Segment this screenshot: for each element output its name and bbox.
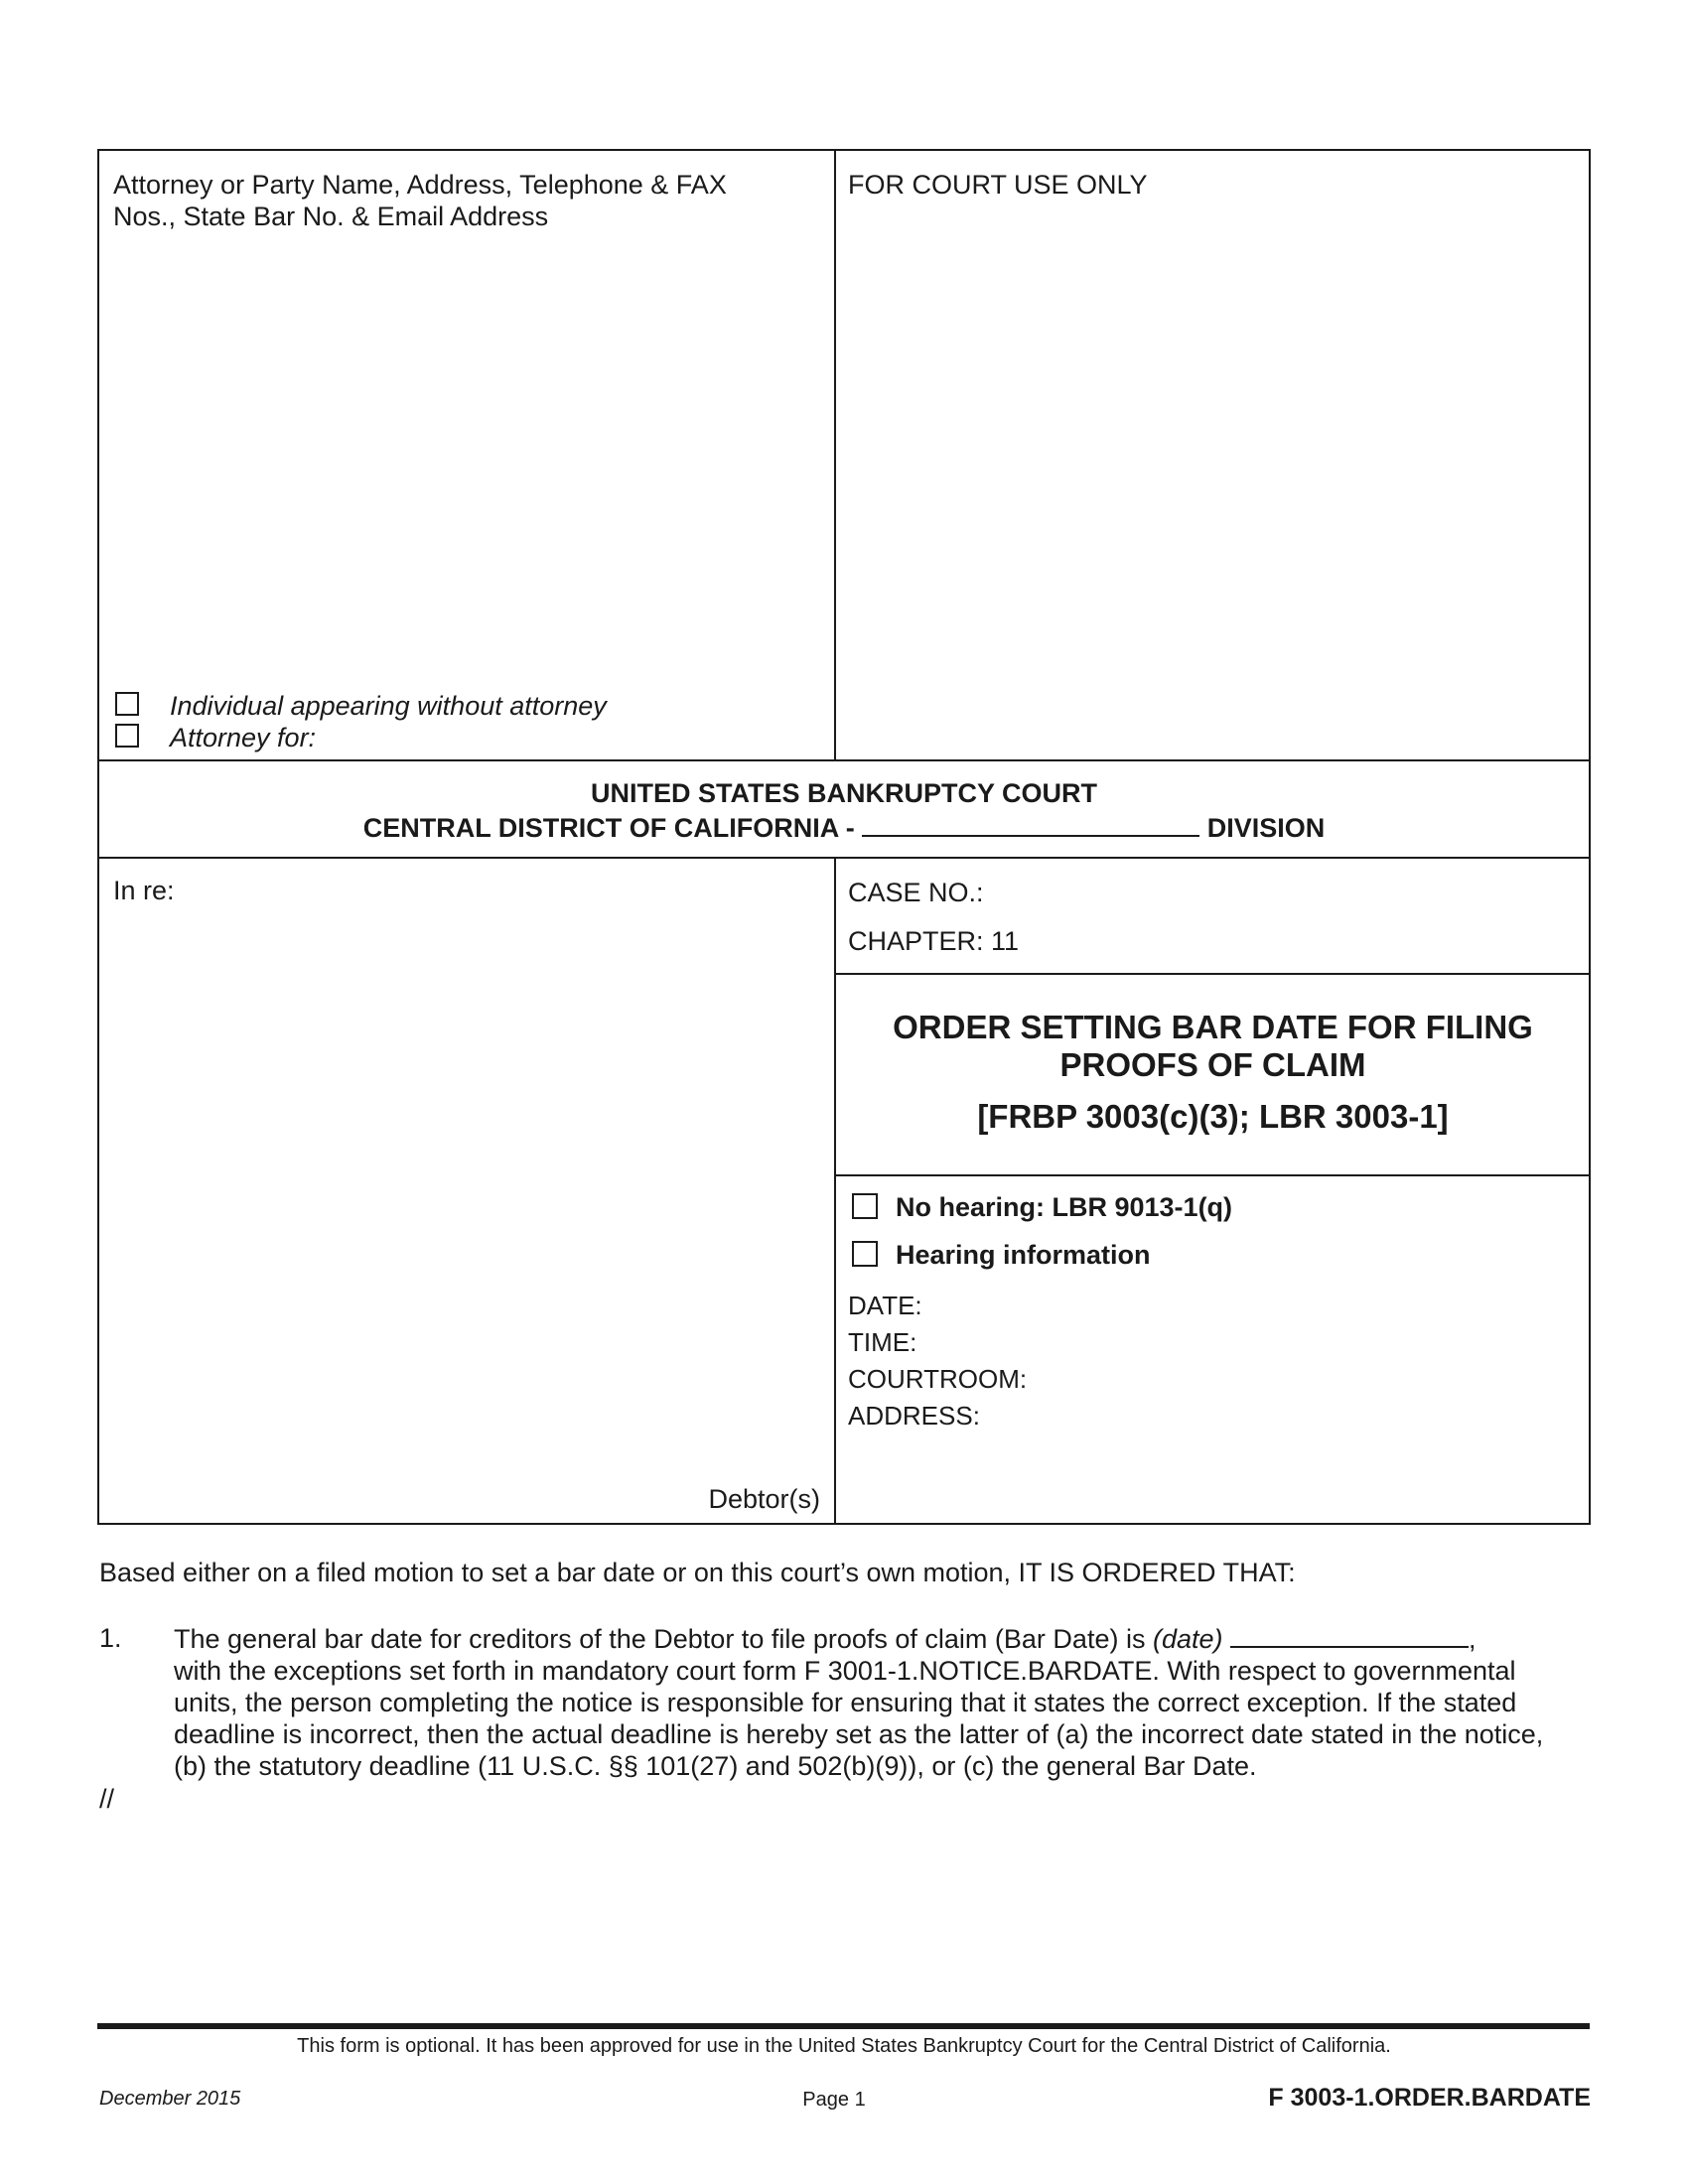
footer-optional-note: This form is optional. It has been approved for use in the United States Bankruptcy Court for the Central District of California. <box>297 2035 1391 2057</box>
hearing-details <box>848 1288 1027 1434</box>
label-no-hearing: No hearing: LBR 9013-1(q) <box>896 1192 1233 1222</box>
divider-top-section <box>97 759 1591 761</box>
hearing-address-label: ADDRESS: <box>848 1401 980 1431</box>
order-title-rule-citation: [FRBP 3003(c)(3); LBR 3003-1] <box>977 1098 1449 1135</box>
court-heading-line2 <box>97 809 1591 844</box>
order-title <box>835 1009 1591 1136</box>
item1-line4: deadline is incorrect, then the actual deadline is hereby set as the latter of (a) the incorrect date stated in the notice, <box>174 1719 1544 1749</box>
checkbox-attorney-for[interactable] <box>115 724 139 748</box>
court-heading <box>97 777 1591 844</box>
item1-line1-comma: , <box>1469 1624 1477 1654</box>
divider-court-heading <box>97 857 1591 859</box>
checkbox-individual-without-attorney[interactable] <box>115 692 139 716</box>
item1-line1-text: The general bar date for creditors of the Debtor to file proofs of claim (Bar Date) is <box>174 1624 1146 1654</box>
checkbox-no-hearing[interactable] <box>852 1193 878 1219</box>
item1-line3: units, the person completing the notice is responsible for ensuring that it states the correct exception. If the stated <box>174 1688 1517 1717</box>
court-use-only-label: FOR COURT USE ONLY <box>848 170 1148 200</box>
attorney-label-line2: Nos., State Bar No. & Email Address <box>113 202 549 231</box>
order-intro: Based either on a filed motion to set a bar date or on this court’s own motion, IT IS ORDERED THAT: <box>99 1558 1296 1587</box>
label-attorney-for: Attorney for: <box>170 723 317 752</box>
chapter-label: CHAPTER: 11 <box>848 926 1020 956</box>
debtors-label: Debtor(s) <box>708 1484 820 1514</box>
divider-chapter <box>835 973 1591 975</box>
label-hearing-information: Hearing information <box>896 1240 1151 1270</box>
attorney-info-label <box>113 169 818 232</box>
attorney-info-field[interactable] <box>109 238 824 675</box>
attorney-label-line1: Attorney or Party Name, Address, Telephone & FAX <box>113 170 727 200</box>
divider-vertical-top <box>834 149 836 760</box>
item1-line1 <box>174 1622 1543 1655</box>
division-blank-field[interactable] <box>862 809 1199 837</box>
hearing-courtroom-label: COURTROOM: <box>848 1364 1028 1394</box>
debtor-name-field[interactable] <box>109 918 824 1474</box>
footer-date: December 2015 <box>99 2088 241 2110</box>
item1-number: 1. <box>99 1623 122 1653</box>
order-title-line1: ORDER SETTING BAR DATE FOR FILING <box>893 1009 1533 1045</box>
court-heading-district: CENTRAL DISTRICT OF CALIFORNIA - <box>362 813 855 843</box>
divider-vertical-bottom <box>834 857 836 1525</box>
item1-line5: (b) the statutory deadline (11 U.S.C. §§ 101(27) and 502(b)(9)), or (c) the general Bar Date. <box>174 1751 1257 1781</box>
hearing-date-label: DATE: <box>848 1291 922 1320</box>
order-title-line2: PROOFS OF CLAIM <box>1059 1046 1366 1083</box>
court-heading-division: DIVISION <box>1206 813 1326 843</box>
case-number-label: CASE NO.: <box>848 878 984 907</box>
footer-form-id: F 3003-1.ORDER.BARDATE <box>1268 2084 1591 2112</box>
item1-date-label: (date) <box>1152 1624 1223 1654</box>
continuation-marker: // <box>99 1784 115 1814</box>
hearing-time-label: TIME: <box>848 1327 917 1357</box>
footer-page-number: Page 1 <box>802 2089 866 2111</box>
item1-text <box>174 1622 1543 1782</box>
divider-order-title <box>835 1174 1591 1176</box>
footer-rule <box>97 2023 1590 2029</box>
in-re-label: In re: <box>113 876 175 905</box>
bar-date-blank-field[interactable] <box>1230 1622 1469 1648</box>
label-individual-without-attorney: Individual appearing without attorney <box>170 691 607 721</box>
item1-line2: with the exceptions set forth in mandatory court form F 3001-1.NOTICE.BARDATE. With respect to governmental <box>174 1656 1516 1686</box>
court-heading-line1: UNITED STATES BANKRUPTCY COURT <box>590 778 1097 808</box>
checkbox-hearing-information[interactable] <box>852 1241 878 1267</box>
